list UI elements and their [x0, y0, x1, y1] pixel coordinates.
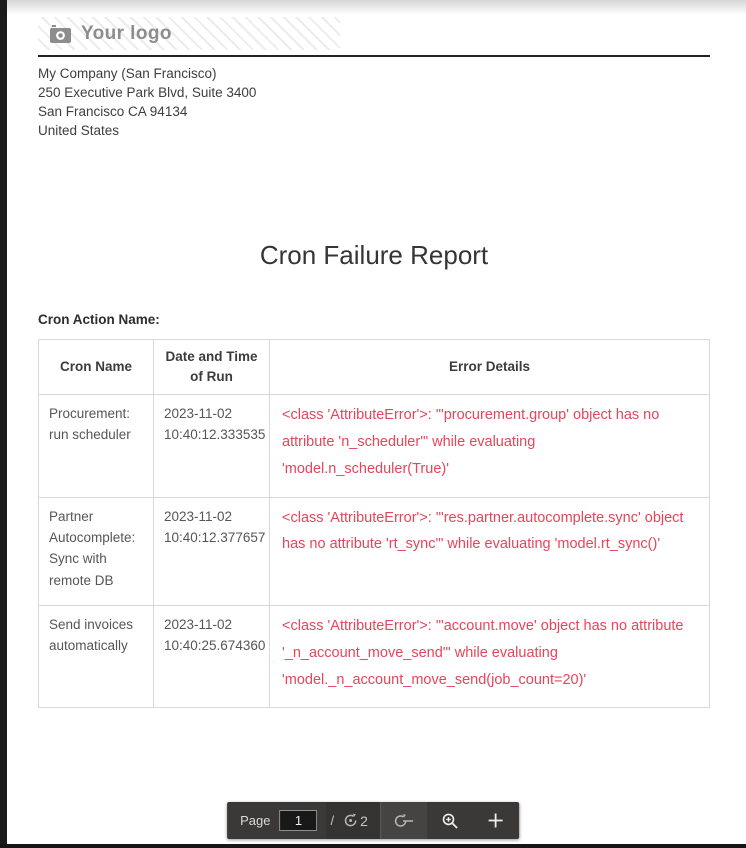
company-city: San Francisco CA 94134: [38, 104, 188, 120]
run-datetime-cell: 2023-11-02 10:40:25.674360: [154, 605, 270, 707]
zoom-button[interactable]: [427, 802, 473, 839]
zoom-magnifier-icon: [441, 812, 459, 830]
rotate-button[interactable]: [381, 802, 427, 839]
spinner-icon: [342, 812, 359, 829]
cron-failure-table: [38, 339, 710, 709]
col-header-datetime: Date and Time of Run: [154, 339, 270, 395]
zoom-in-button[interactable]: [473, 802, 519, 839]
page-number-input[interactable]: [279, 810, 317, 831]
report-page: [38, 0, 710, 708]
cron-name-cell: Partner Autocomplete: Sync with remote DB: [39, 497, 154, 605]
company-country: United States: [38, 123, 120, 139]
col-header-error-details: Error Details: [270, 339, 710, 395]
cron-action-name-label: Cron Action Name:: [38, 311, 160, 327]
table-header-row: [39, 339, 710, 395]
logo-text: Your logo: [81, 22, 172, 44]
company-address: [38, 64, 710, 141]
viewer-toolbar: [227, 802, 519, 839]
header-divider: [38, 55, 710, 57]
report-title: Cron Failure Report: [259, 239, 489, 270]
cron-name-cell: Send invoices automatically: [39, 605, 154, 707]
run-datetime-cell: 2023-11-02 10:40:12.377657: [154, 497, 270, 605]
page-separator: /: [330, 813, 335, 828]
company-logo-placeholder: [38, 17, 340, 50]
page-label: Page: [240, 813, 271, 828]
viewer-bottom-edge: [0, 844, 746, 848]
rotate-icon: [393, 813, 415, 829]
company-name: My Company (San Francisco): [38, 66, 217, 81]
table-row: [39, 497, 710, 605]
company-street: 250 Executive Park Blvd, Suite 3400: [38, 85, 257, 101]
error-details-cell: <class 'AttributeError'>: "'res.partner.autocomplete.sync' object has no attribute 'rt_sync'" while evaluating 'model.rt_sync()': [270, 497, 710, 605]
table-row: [39, 605, 710, 707]
error-details-cell: <class 'AttributeError'>: "'account.move' object has no attribute '_n_account_move_send'" while evaluating 'model._n_account_move_send(job_count=20)': [270, 605, 710, 707]
plus-icon: [487, 812, 504, 829]
page-navigation: [227, 802, 326, 839]
error-details-cell: <class 'AttributeError'>: "'procurement.group' object has no attribute 'n_scheduler'" while evaluating 'model.n_scheduler(True)': [270, 395, 710, 497]
camera-icon: [49, 24, 72, 44]
run-datetime-cell: 2023-11-02 10:40:12.333535: [154, 395, 270, 497]
table-row: [39, 395, 710, 497]
page-total: 2: [360, 812, 368, 829]
col-header-cron-name: Cron Name: [39, 339, 154, 395]
page-total-group: [326, 802, 379, 839]
viewer-left-edge: [0, 0, 7, 848]
cron-name-cell: Procurement: run scheduler: [39, 395, 154, 497]
